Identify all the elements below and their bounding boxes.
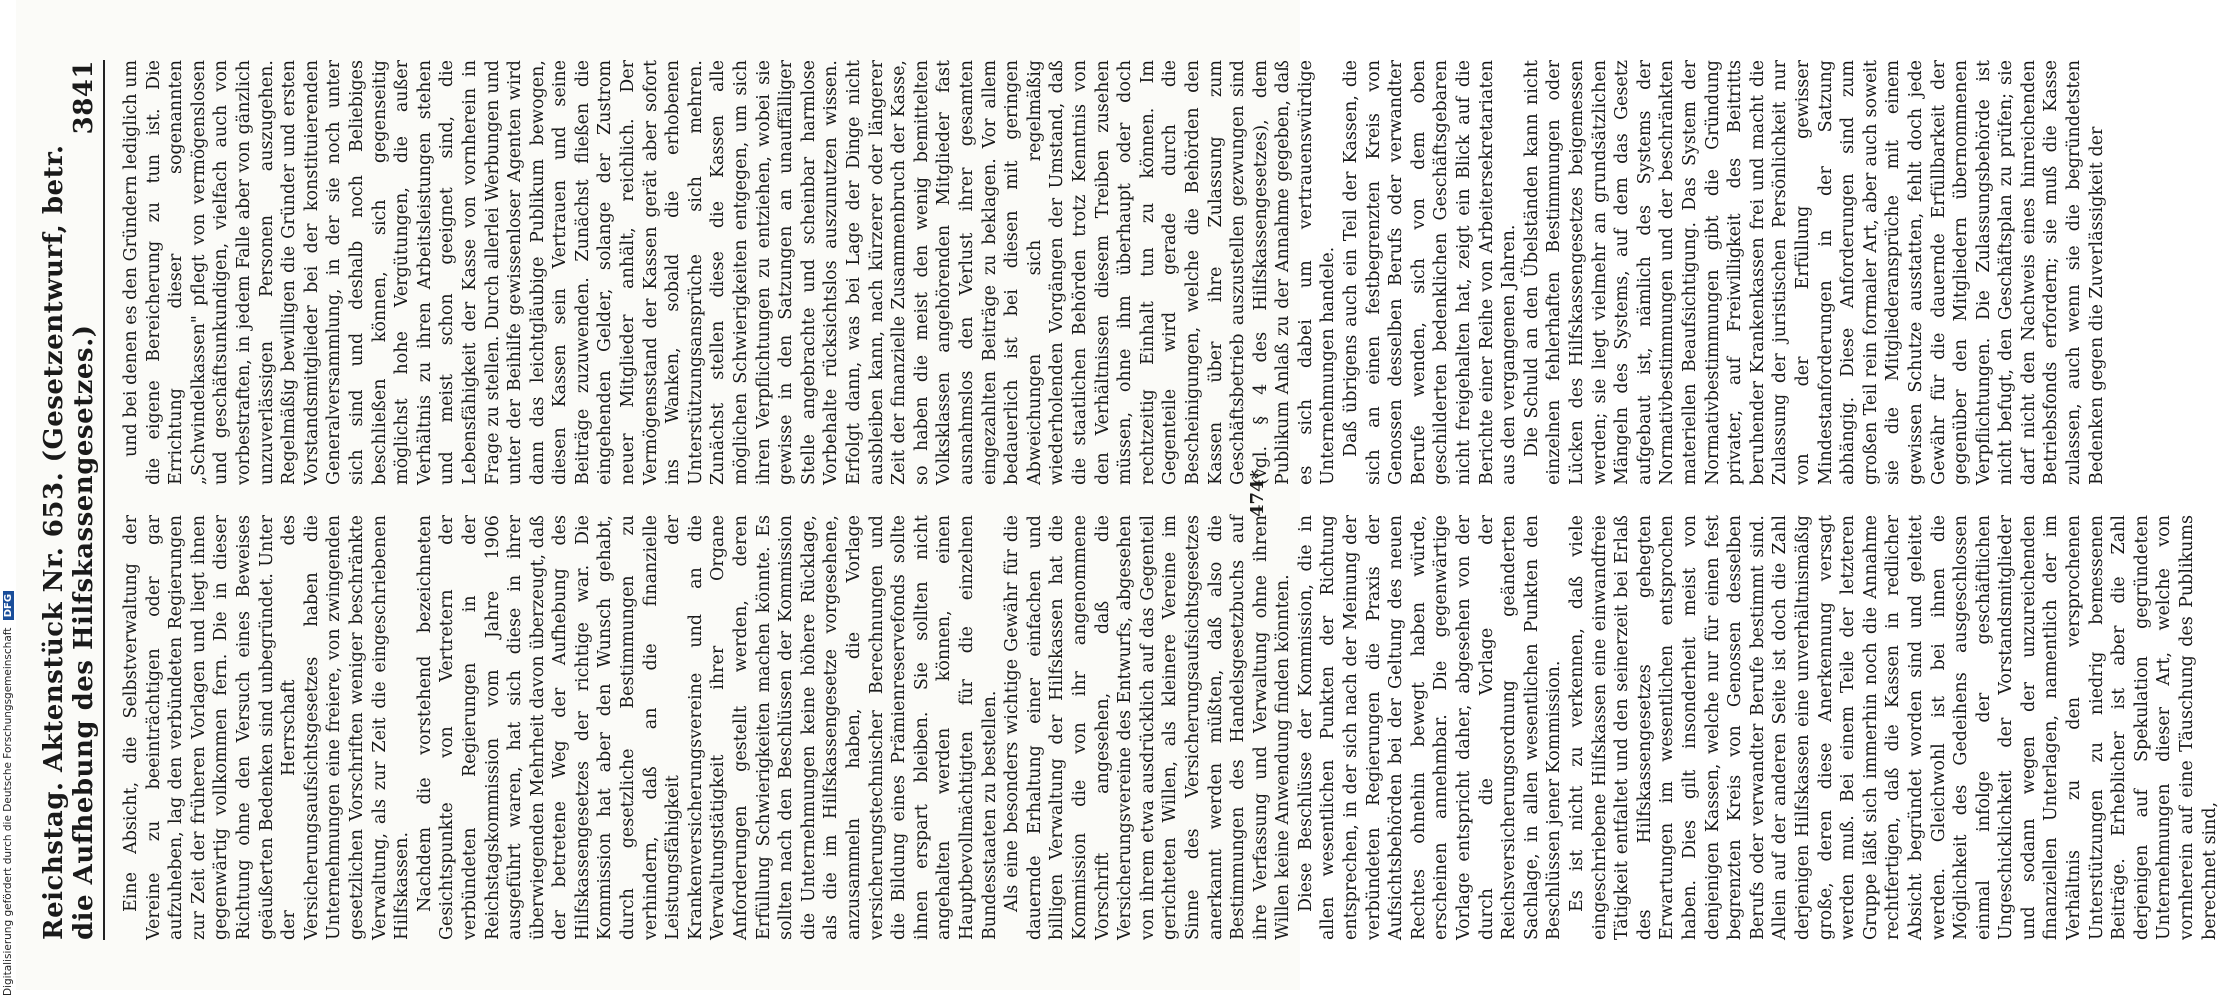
paragraph: Eine Absicht, die Selbstverwaltung der Vereine zu beeinträchtigen oder gar aufzuheben, lag den verbündeten Regierungen zur Zeit der früheren Vorlagen und liegt ihnen gegenwärtig vollkommen fern. Die in dieser Richtung ohne den Versuch eines Beweises geäußerten Bedenken sind unbegründet. Unter der Herrschaft des Versicherungsaufsichtsgesetzes haben die Unternehmungen eine freiere, von zwingenden gesetzlichen Vorschriften weniger beschränkte Verwaltung, als zur Zeit die eingeschriebenen Hilfskassen. <box>121 515 413 940</box>
running-title: Reichstag. Aktenstück Nr. 653. (Gesetzentwurf, betr. die Aufhebung des Hilfskassengesetzes.) <box>39 144 99 940</box>
credit-text <box>2 591 14 996</box>
signature-mark: 474* <box>1247 470 1268 517</box>
right-column <box>120 60 2107 485</box>
paragraph: Es ist nicht zu verkennen, daß viele eingeschriebene Hilfskassen eine einwandfreie Tätigkeit entfaltet und den seinerzeit bei Erlaß des Hilfskassengesetzes gehegten Erwartungen im wesentlichen entsprochen haben. Dies gilt insonderheit meist von denjenigen Kassen, welche nur für einen fest begrenzten Kreis von Genossen desselben Berufs oder verwandter Berufe bestimmt sind. Allein auf der anderen Seite ist doch die Zahl derjenigen Hilfskassen eine unverhältnismäßig große, deren diese Anerkennung versagt werden muß. Bei einem Teile der letzteren Gruppe läßt sich immerhin noch die Annahme rechtfertigen, daß die Kassen in redlicher Absicht begründet worden sind und geleitet werden. Gleichwohl ist bei ihnen die Möglichkeit des Gedeihens ausgeschlossen einmal infolge der geschäftlichen Ungeschicklichkeit der Vorstandsmitglieder und sodann wegen der unzureichenden finanziellen Unterlagen, namentlich der im Verhältnis zu den versprochenen Unterstützungen zu niedrig bemessenen Beiträge. Erheblicher ist aber die Zahl derjenigen auf Spekulation gegründeten Unternehmungen dieser Art, welche von vornherein auf eine Täuschung des Publikums berechnet sind, <box>1567 515 2220 940</box>
digitization-sidebar <box>0 0 16 1000</box>
paragraph: Diese Beschlüsse der Kommission, die in allen wesentlichen Punkten der Richtung entsprechen, in der sich nach der Meinung der verbündeten Regierungen die Praxis der Aufsichtsbehörden bei der Geltung des neuen Rechtes ohnehin bewegt haben würde, erscheinen annehmbar. Die gegenwärtige Vorlage entspricht daher, abgesehen von der durch die Vorlage der Reichsversicherungsordnung geänderten Sachlage, in allen wesentlichen Punkten den Beschlüssen jener Kommission. <box>1295 515 1565 940</box>
paragraph: und bei denen es den Gründern lediglich um die eigene Bereicherung zu tun ist. Die Errichtung dieser sogenannten „Schwindelkassen" pflegt von vermögenslosen und geschäftsunkundigen, vielfach auch von vorbestraften, in jedem Falle aber von gänzlich unzuverlässigen Personen auszugehen. Regelmäßig bewilligen die Gründer und ersten Vorstandsmitglieder bei der konstituierenden Generalversammlung, in der sie noch unter sich sind und deshalb noch Beliebiges beschließen können, sich gegenseitig möglichst hohe Vergütungen, die außer Verhältnis zu ihren Arbeitsleistungen stehen und meist schon geeignet sind, die Lebensfähigkeit der Kasse von vornherein in Frage zu stellen. Durch allerlei Werbungen und unter der Beihilfe gewissenloser Agenten wird dann das leichtgläubige Publikum bewogen, diesen Kassen sein Vertrauen und seine Beiträge zuzuwenden. Zunächst fließen die eingehenden Gelder, solange der Zustrom neuer Mitglieder anhält, reichlich. Der Vermögensstand der Kassen gerät aber sofort ins Wanken, sobald die erhobenen Unterstützungsansprüche sich mehren. Zunächst stellen diese die Kassen alle möglichen Schwierigkeiten entgegen, um sich ihren Verpflichtungen zu entziehen, wobei sie gewisse in den Satzungen an unauffälliger Stelle angebrachte und scheinbar harmlose Vorbehalte rücksichtslos auszunutzen wissen. Erfolgt dann, was bei Lage der Dinge nicht ausbleiben kann, nach kürzerer oder längerer Zeit der finanzielle Zusammenbruch der Kasse, so haben die meist den wenig bemittelten Volksklassen angehörenden Mitglieder fast ausnahmslos den Verlust ihrer gesamten eingezahlten Beiträge zu beklagen. Vor allem bedauerlich ist bei diesen mit geringen Abweichungen sich regelmäßig wiederholenden Vorgängen der Umstand, daß die staatlichen Behörden trotz Kenntnis von den Verhältnissen diesem Treiben zusehen müssen, ohne ihm überhaupt oder doch rechtzeitig Einhalt tun zu können. Im Gegenteile wird gerade durch die Bescheinigungen, welche die Behörden den Kassen über ihre Zulassung zum Geschäftsbetrieb auszustellen gezwungen sind (vgl. § 4 des Hilfskassengesetzes), dem Publikum Anlaß zu der Annahme gegeben, daß es sich dabei um vertrauenswürdige Unternehmungen handele. <box>121 60 1339 485</box>
dfg-logo: DFG <box>3 591 14 620</box>
credit-label: Digitalisierung gefördert durch die Deutsche Forschungsgemeinschaft <box>2 627 14 996</box>
paragraph: Nachdem die vorstehend bezeichneten Gesichtspunkte von Vertretern der verbündeten Regierungen in der Reichstagskommission vom Jahre 1906 ausgeführt waren, hat sich diese in ihrer überwiegenden Mehrheit davon überzeugt, daß der betretene Weg der Aufhebung des Hilfskassengesetzes der richtige war. Die Kommission hat aber den Wunsch gehabt, durch gesetzliche Bestimmungen zu verhindern, daß an die finanzielle Leistungsfähigkeit der Krankenversicherungsvereine und an die Verwaltungstätigkeit ihrer Organe Anforderungen gestellt werden, deren Erfüllung Schwierigkeiten machen könnte. Es sollten nach den Beschlüssen der Kommission die Unternehmungen keine höhere Rücklage, als die im Hilfskassengesetze vorgesehene, anzusammeln haben, die Vorlage versicherungstechnischer Berechnungen und die Bildung eines Prämienreservefonds sollte ihnen erspart bleiben. Sie sollten nicht angehalten werden können, einen Hauptbevollmächtigten für die einzelnen Bundesstaaten zu bestellen. <box>414 515 1000 940</box>
page-header <box>39 60 105 940</box>
left-column <box>120 515 2220 940</box>
paragraph: Als eine besonders wichtige Gewähr für die dauernde Erhaltung einer einfachen und billigen Verwaltung der Hilfskassen hat die Kommission die von ihr angenommene Vorschrift angesehen, daß die Versicherungsvereine des Entwurfs, abgesehen von ihrem etwa ausdrücklich auf das Gegenteil gerichteten Willen, als kleinere Vereine im Sinne des Versicherungsaufsichtsgesetzes anerkannt werden müßten, daß also die Bestimmungen des Handelsgesetzbuchs auf ihre Verfassung und Verwaltung ohne ihren Willen keine Anwendung finden könnten. <box>1002 515 1294 940</box>
paragraph: Daß übrigens auch ein Teil der Kassen, die sich an einen festbegrenzten Kreis von Genossen desselben Berufs oder verwandter Berufe wenden, sich von dem oben geschilderten bedenklichen Geschäftsgebaren nicht freigehalten hat, zeigt ein Blick auf die Berichte einer Reihe von Arbeitersekretariaten aus den vergangenen Jahren. <box>1341 60 1520 485</box>
page-number: 3841 <box>69 60 99 135</box>
paragraph: Die Schuld an den Übelständen kann nicht einzelnen fehlerhaften Bestimmungen oder Lücken des Hilfskassengesetzes beigemessen werden; sie liegt vielmehr an grundsätzlichen Mängeln des Systems, auf dem das Gesetz aufgebaut ist, nämlich des Systems der Normativbestimmungen und der beschränkten materiellen Beaufsichtigung. Das System der Normativbestimmungen gibt die Gründung privater, auf Freiwilligkeit des Beitritts beruhender Krankenkassen frei und macht die Zulassung der juristischen Persönlichkeit nur von der Erfüllung gewisser Mindestanforderungen in der Satzung abhängig. Diese Anforderungen sind zum großen Teil rein formaler Art, aber auch soweit sie die Mitgliederansprüche mit einem gewissen Schutze ausstatten, fehlt doch jede Gewähr für die dauernde Erfüllbarkeit der gegenüber den Mitgliedern übernommenen Verpflichtungen. Die Zulassungsbehörde ist nicht befugt, den Geschäftsplan zu prüfen; sie darf nicht den Nachweis eines hinreichenden Betriebsfonds erfordern; sie muß die Kasse zulassen, auch wenn sie die begründetsten Bedenken gegen die Zuverlässigkeit der <box>1521 60 2107 485</box>
